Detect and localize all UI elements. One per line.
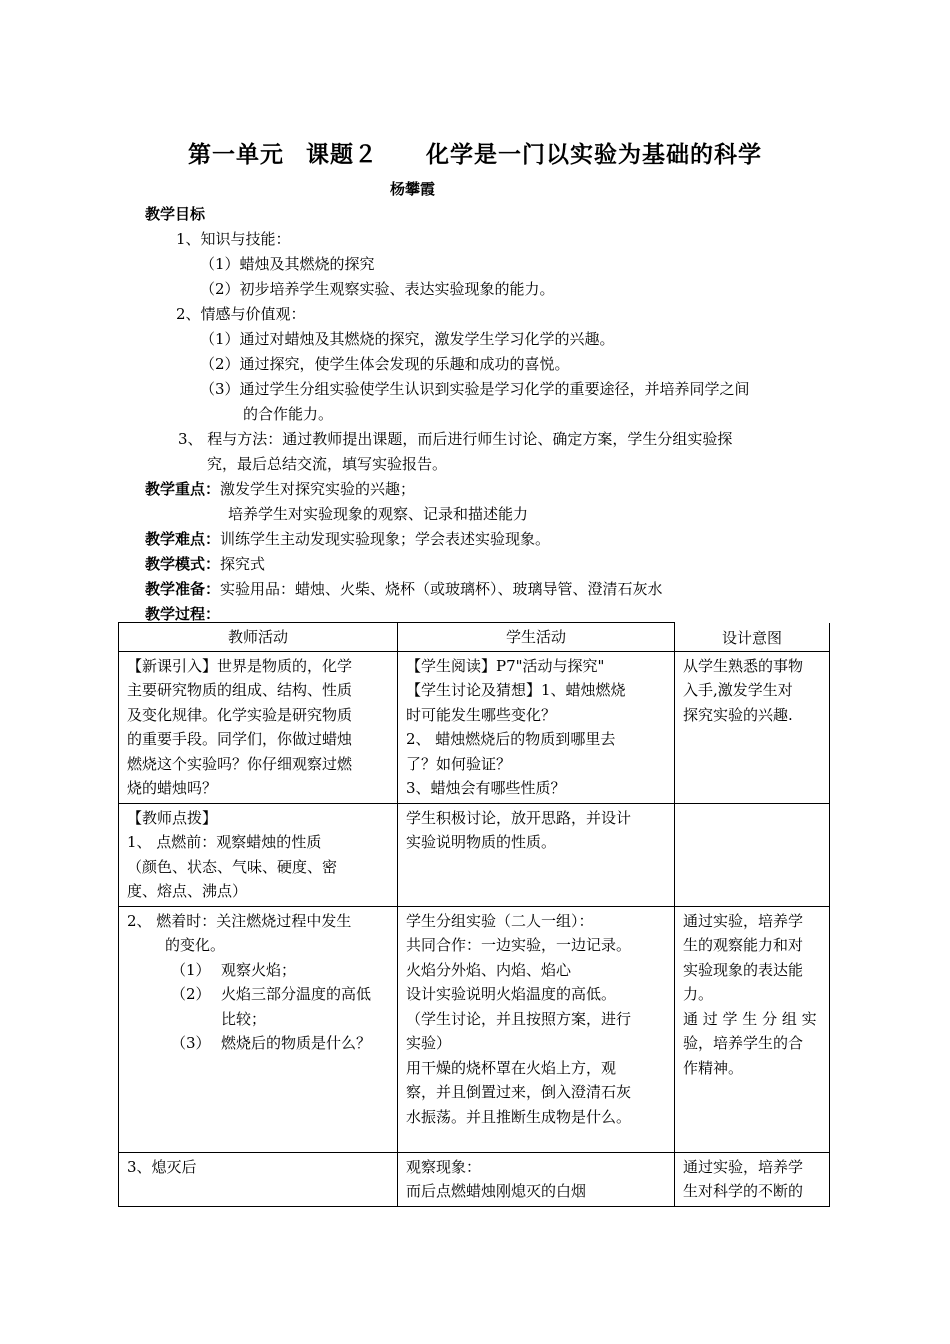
difficult-label: 教学难点：: [145, 530, 221, 548]
cell-line: 用干燥的烧杯罩在火焰上方，观: [406, 1058, 617, 1077]
sub-item: [127, 1031, 389, 1056]
row2-teacher: [119, 803, 398, 906]
key-text-1: 激发学生对探究实验的兴趣；: [220, 480, 416, 498]
cell-line: 3、熄灭后: [127, 1157, 197, 1176]
sub-item-num: （3）: [171, 1034, 211, 1052]
teaching-prep: [145, 578, 663, 599]
title-topic: 化学是一门以实验为基础的科学: [426, 142, 762, 168]
cell-line: 共同合作：一边实验，一边记录。: [406, 936, 632, 954]
cell-line: 1、 点燃前：观察蜡烛的性质: [127, 833, 322, 851]
cell-line: 验，培养学生的合: [683, 1034, 804, 1052]
table-row: [119, 651, 830, 803]
cell-line: 3、蜡烛会有哪些性质？: [406, 779, 566, 797]
cell-line: 观察现象：: [406, 1157, 482, 1176]
cell-line: 力。: [683, 985, 714, 1003]
goal-line: （1）通过对蜡烛及其燃烧的探究，激发学生学习化学的兴趣。: [200, 330, 615, 348]
mode-label: 教学模式：: [145, 555, 221, 573]
goal-line: 3、 程与方法：通过教师提出课题，而后进行师生讨论、确定方案，学生分组实验探: [178, 430, 733, 448]
cell-line: 学生分组实验（二人一组）：: [406, 911, 594, 930]
cell-line: 的重要手段。同学们，你做过蜡烛: [127, 730, 353, 748]
teaching-mode: [145, 553, 265, 574]
goal-line: （1）蜡烛及其燃烧的探究: [200, 255, 375, 273]
cell-line: 燃烧这个实验吗？你仔细观察过燃: [127, 754, 353, 773]
cell-line: 实验）: [406, 1034, 452, 1052]
row2-intent: [675, 803, 830, 906]
table-header-row: [119, 623, 830, 652]
cell-line: 从学生熟悉的事物: [683, 656, 804, 675]
goal-line: 究，最后总结交流，填写实验报告。: [207, 455, 448, 473]
cell-line: 【教师点拨】: [127, 808, 218, 827]
row1-intent: [675, 651, 830, 803]
process-label: 教学过程：: [145, 605, 221, 623]
cell-line: 水振荡。并且推断生成物是什么。: [406, 1107, 632, 1126]
cell-line: 2、 燃着时：关注燃烧过程中发生: [127, 911, 352, 930]
title-unit: 第一单元: [188, 142, 284, 168]
prep-label: 教学准备：: [145, 580, 221, 598]
key-label: 教学重点：: [145, 480, 221, 498]
goal-line: 的合作能力。: [243, 405, 334, 423]
sub-item-text: 火焰三部分温度的高低: [221, 985, 372, 1003]
cell-line: 火焰分外焰、内焰、焰心: [406, 960, 572, 979]
cell-line: 度、熔点、沸点）: [127, 882, 248, 900]
cell-line: 入手,激发学生对: [683, 681, 793, 699]
row4-teacher: [119, 1152, 398, 1206]
prep-text: 实验用品：蜡烛、火柴、烧杯（或玻璃杯）、玻璃导管、澄清石灰水: [220, 580, 663, 598]
row2-student: [398, 803, 675, 906]
row4-intent: [675, 1152, 830, 1206]
row4-student: [398, 1152, 675, 1206]
row3-teacher: [119, 906, 398, 1152]
difficult-points: [145, 528, 550, 549]
difficult-text: 训练学生主动发现实验现象；学会表述实验现象。: [220, 530, 551, 548]
author: 杨攀霞: [390, 180, 436, 198]
sub-item-text: 燃烧后的物质是什么？: [221, 1034, 372, 1052]
cell-line: 时可能发生哪些变化？: [406, 705, 557, 724]
cell-line: 而后点燃蜡烛刚熄灭的白烟: [406, 1182, 587, 1200]
sub-item: [127, 958, 389, 983]
cell-line: 生对科学的不断的: [683, 1182, 804, 1200]
row3-intent: [675, 906, 830, 1152]
page-title: [0, 136, 950, 169]
header-teacher: 教师活动: [119, 623, 398, 652]
sub-item-num: （1）: [171, 960, 211, 979]
cell-line: 作精神。: [683, 1058, 744, 1077]
sub-item: [127, 982, 389, 1007]
cell-line: 实验说明物质的性质。: [406, 833, 557, 851]
goal-line: （3）通过学生分组实验使学生认识到实验是学习化学的重要途径，并培养同学之间: [200, 380, 750, 398]
cell-line: 察，并且倒置过来，倒入澄清石灰: [406, 1083, 632, 1101]
cell-line: （颜色、状态、气味、硬度、密: [127, 857, 338, 876]
goals-heading: 教学目标: [145, 205, 206, 223]
mode-text: 探究式: [220, 555, 266, 573]
row1-student: [398, 651, 675, 803]
sub-item-num: （2）: [171, 985, 211, 1003]
goal-line: （2）通过探究，使学生体会发现的乐趣和成功的喜悦。: [200, 355, 570, 373]
cell-line: 【新课引入】世界是物质的，化学: [127, 656, 353, 675]
cell-line: 了？如何验证？: [406, 754, 512, 773]
row1-teacher: [119, 651, 398, 803]
sub-item-text: 观察火焰；: [221, 960, 297, 979]
cell-line: 及变化规律。化学实验是研究物质: [127, 705, 353, 724]
header-intent: 设计意图: [675, 623, 830, 652]
table-row: [119, 1152, 830, 1206]
cell-line: 2、 蜡烛燃烧后的物质到哪里去: [406, 730, 616, 748]
cell-line: （学生讨论，并且按照方案，进行: [406, 1009, 632, 1028]
cell-line: 通过实验，培养学: [683, 1157, 804, 1176]
goal-line: （2）初步培养学生观察实验、表达实验现象的能力。: [200, 280, 555, 298]
goal-line: 2、情感与价值观：: [176, 305, 306, 323]
cell-line: 通过实验，培养学: [683, 911, 804, 930]
cell-line: 生的观察能力和对: [683, 936, 804, 954]
sub-item-text: 比较；: [221, 1009, 267, 1028]
row3-student: [398, 906, 675, 1152]
cell-line: 主要研究物质的组成、结构、性质: [127, 681, 353, 699]
cell-line: 实验现象的表达能: [683, 960, 804, 979]
goal-line: 1、知识与技能：: [176, 230, 291, 248]
cell-line: 探究实验的兴趣.: [683, 705, 793, 724]
cell-line: 的变化。: [165, 936, 226, 954]
key-points: [145, 478, 415, 499]
cell-line: 烧的蜡烛吗？: [127, 779, 218, 797]
cell-line: 【学生讨论及猜想】1、蜡烛燃烧: [406, 681, 626, 699]
header-student: 学生活动: [398, 623, 675, 652]
title-lesson: 课题２: [306, 142, 378, 168]
key-text-2: 培养学生对实验现象的观察、记录和描述能力: [228, 505, 529, 523]
table-row: [119, 906, 830, 1152]
sub-item: [127, 1007, 389, 1032]
cell-line: 通 过 学 生 分 组 实: [683, 1009, 817, 1028]
process-table: [118, 622, 830, 1207]
table-row: [119, 803, 830, 906]
cell-line: 学生积极讨论，放开思路，并设计: [406, 808, 632, 827]
cell-line: 设计实验说明火焰温度的高低。: [406, 985, 617, 1003]
cell-line: 【学生阅读】P7"活动与探究": [406, 656, 605, 675]
